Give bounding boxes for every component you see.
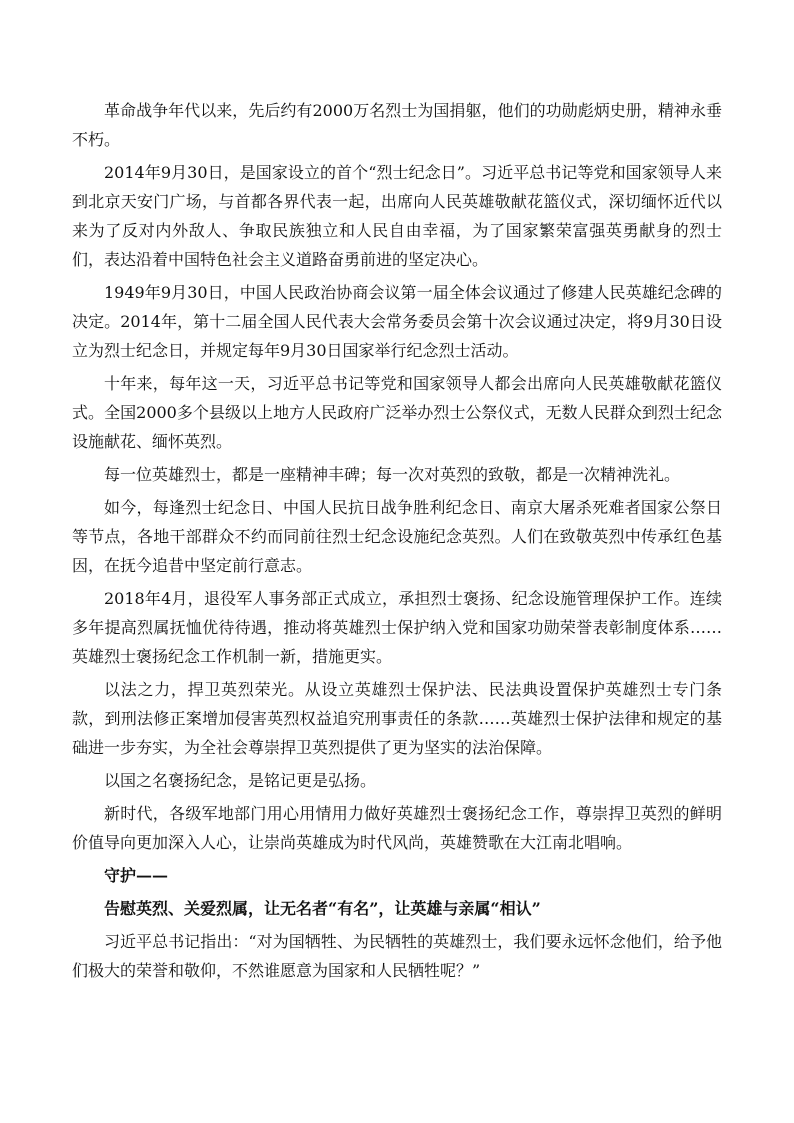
paragraph-4: 十年来，每年这一天，习近平总书记等党和国家领导人都会出席向人民英雄敬献花篮仪式。全国2000多个县级以上地方人民政府广泛举办烈士公祭仪式，无数人民群众到烈士纪念设施献花、缅怀英烈。 [72,374,722,451]
paragraph-5: 每一位英雄烈士，都是一座精神丰碑；每一次对英烈的致敬，都是一次精神洗礼。 [104,465,681,484]
paragraph-3: 1949年9月30日，中国人民政治协商会议第一届全体会议通过了修建人民英雄纪念碑的决定。2014年，第十二届全国人民代表大会常务委员会第十次会议通过决定，将9月30日设立为烈士纪念日，并规定每年9月30日国家举行纪念烈士活动。 [72,283,722,360]
paragraph-10: 新时代，各级军地部门用心用情用力做好英雄烈士褒扬纪念工作，尊崇捍卫英烈的鲜明价值导向更加深入人心，让崇尚英雄成为时代风尚，英雄赞歌在大江南北唱响。 [72,804,722,852]
paragraph-8: 以法之力，捍卫英烈荣光。从设立英雄烈士保护法、民法典设置保护英雄烈士专门条款，到刑法修正案增加侵害英烈权益追究刑事责任的条款……英雄烈士保护法律和规定的基础进一步夯实，为全社会尊崇捍卫英烈提供了更为坚实的法治保障。 [72,680,722,757]
paragraph-7: 2018年4月，退役军人事务部正式成立，承担烈士褒扬、纪念设施管理保护工作。连续多年提高烈属抚恤优待待遇，推动将英雄烈士保护纳入党和国家功勋荣誉表彰制度体系……英雄烈士褒扬纪念工作机制一新，措施更实。 [72,589,722,666]
paragraph-6: 如今，每逢烈士纪念日、中国人民抗日战争胜利纪念日、南京大屠杀死难者国家公祭日等节点，各地干部群众不约而同前往烈士纪念设施纪念英烈。人们在致敬英烈中传承红色基因，在抚今追昔中坚定前行意志。 [72,498,722,575]
paragraph-2: 2014年9月30日，是国家设立的首个“烈士纪念日”。习近平总书记等党和国家领导人来到北京天安门广场，与首都各界代表一起，出席向人民英雄敬献花篮仪式，深切缅怀近代以来为了反对内外敌人、争取民族独立和人民自由幸福，为了国家繁荣富强英勇献身的烈士们，表达沿着中国特色社会主义道路奋勇前进的坚定决心。 [72,163,722,269]
article-body [72,96,722,989]
paragraph-1: 革命战争年代以来，先后约有2000万名烈士为国捐躯，他们的功勋彪炳史册，精神永垂不朽。 [72,101,722,149]
paragraph-quote: 习近平总书记指出：“对为国牺牲、为民牺牲的英雄烈士，我们要永远怀念他们，给予他们极大的荣誉和敬仰，不然谁愿意为国家和人民牺牲呢？” [72,932,722,980]
paragraph-9: 以国之名褒扬纪念，是铭记更是弘扬。 [104,771,377,790]
section-subheading: 告慰英烈、关爱烈属，让无名者“有名”，让英雄与亲属“相认” [104,899,541,918]
section-heading: 守护—— [104,866,169,885]
